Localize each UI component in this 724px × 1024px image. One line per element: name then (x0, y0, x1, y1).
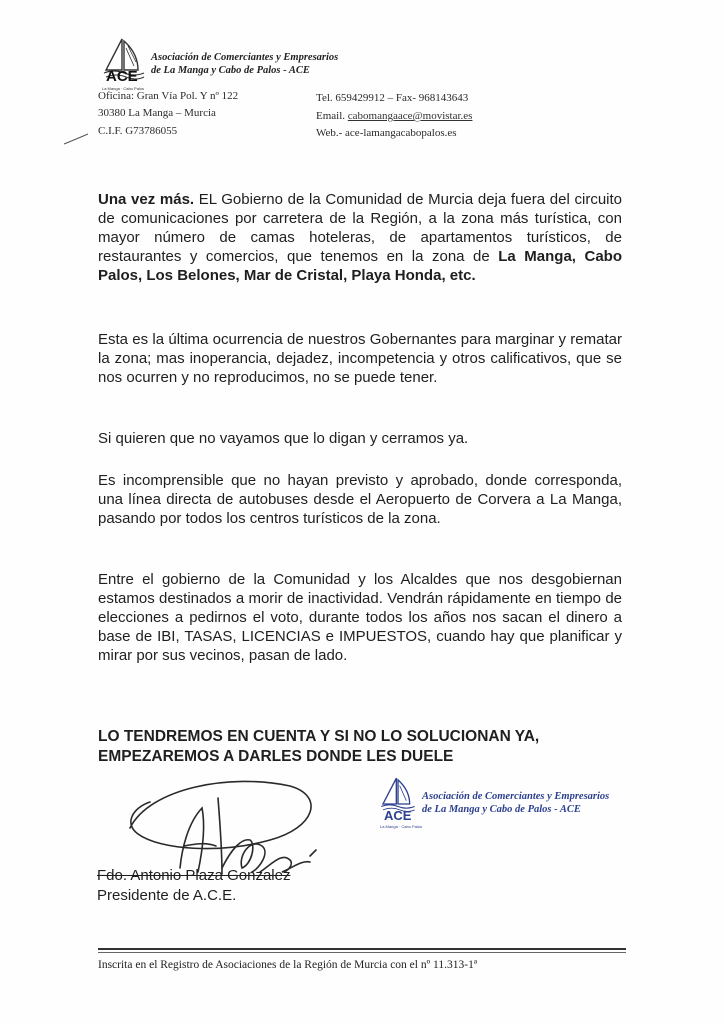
association-stamp (378, 770, 618, 840)
email-line (316, 109, 472, 123)
email-link[interactable]: cabomangaace@movistar.es (347, 110, 473, 122)
stamp-title (422, 790, 609, 816)
paragraph-2: Esta es la última ocurrencia de nuestros Gobernantes para marginar y rematar la zona; mas inoperancia, dejadez, incompetencia y otros calificativos, que se nos ocurren y no reproducimos, no se puede tener. (98, 331, 622, 386)
signatory-name: Fdo. Antonio Plaza Gonzalez (97, 867, 291, 884)
paragraph-1-text: EL Gobierno de la Comunidad de Murcia deja fuera del circuito de comunicaciones por carretera de la Región, a la zona más turística, con mayor número de camas hoteleras, de apartamentos turísticos, de restaurantes y comercios, que tenemos en la zona de (98, 191, 623, 265)
closing-statement (98, 727, 622, 767)
cif-number: C.I.F. G73786055 (98, 125, 178, 137)
stamp-sub: La Manga · Cabo Palos (380, 824, 423, 829)
paragraph-1-lead: Una vez más. (98, 191, 195, 208)
paragraph-1-places: La Manga, Cabo Palos, Los Belones, Mar de Cristal, Playa Honda, etc. (98, 248, 622, 284)
paragraph-5: Entre el gobierno de la Comunidad y los Alcaldes que nos desgobiernan estamos destinados a morir de inactividad. Vendrán rápidamente en tiempo de elecciones a pedirnos el voto, durante todos los años nos sacan el dinero a base de IBI, TASAS, LICENCIAS e IMPUESTOS, cuando hay que planificar y mirar por sus vecinos, pasan de lado. (98, 571, 622, 664)
phone-fax: Tel. 659429912 – Fax- 968143643 (316, 92, 469, 104)
closing-line-1: LO TENDREMOS EN CUENTA Y SI NO LO SOLUCIONAN YA, (98, 728, 540, 745)
paragraph-3: Si quieren que no vayamos que lo digan y cerramos ya. (98, 430, 469, 447)
pen-mark-icon (62, 132, 90, 146)
office-address: Oficina: Gran Vía Pol. Y nº 122 (98, 90, 239, 102)
website: Web.- ace-lamangacabopalos.es (316, 127, 457, 139)
registry-footer: Inscrita en el Registro de Asociaciones de la Región de Murcia con el nº 11.313-1ª (98, 959, 477, 971)
logo-mark: ACE (106, 68, 138, 85)
footer-divider-thin (98, 952, 626, 953)
footer-divider (98, 948, 626, 950)
stamp-title-line-2: de La Manga y Cabo de Palos - ACE (422, 804, 581, 815)
stamp-mark: ACE (384, 808, 412, 823)
closing-line-2: EMPEZAREMOS A DARLES DONDE LES DUELE (98, 748, 454, 765)
email-label: Email. (316, 110, 346, 122)
stamp-title-line-1: Asociación de Comerciantes y Empresarios (422, 791, 610, 802)
header-logo-title (151, 51, 338, 77)
logo-sub: La Manga · Cabo Palos (102, 86, 145, 91)
logo-title-line-1: Asociación de Comerciantes y Empresarios (151, 52, 339, 63)
signatory-role: Presidente de A.C.E. (97, 887, 237, 904)
paragraph-1 (98, 190, 622, 285)
paragraph-4: Es incomprensible que no hayan previsto y aprobado, donde corresponda, una línea directa de autobuses desde el Aeropuerto de Corvera a La Manga, pasando por todos los centros turísticos de la zona. (98, 472, 622, 527)
postal-address: 30380 La Manga – Murcia (98, 107, 216, 119)
logo-title-line-2: de La Manga y Cabo de Palos - ACE (151, 65, 310, 76)
header-logo (100, 36, 148, 92)
